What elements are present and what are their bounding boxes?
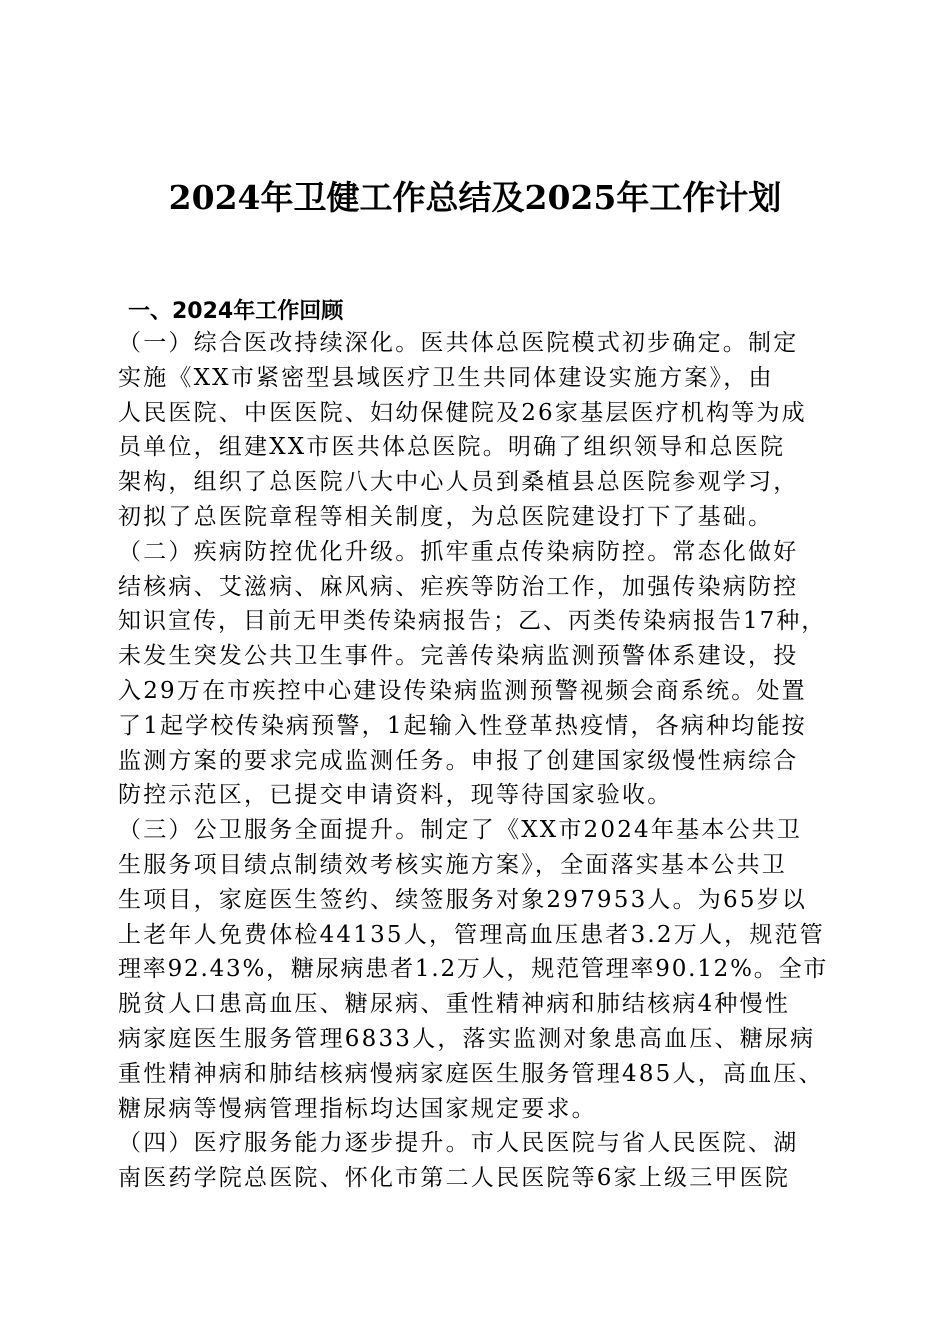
paragraph-line: 入29万在市疾控中心建设传染病监测预警视频会商系统。处置 xyxy=(118,677,807,704)
paragraph-line: 了1起学校传染病预警，1起输入性登革热疫情，各病种均能按 xyxy=(118,712,807,739)
paragraph-line: 南医药学院总医院、怀化市第二人民医院等6家上级三甲医院 xyxy=(118,1165,791,1192)
document-body xyxy=(118,326,830,1196)
paragraph-line: 脱贫人口患高血压、糖尿病、重性精神病和肺结核病4种慢性 xyxy=(118,991,791,1018)
paragraph-line: 糖尿病等慢病管理指标均达国家规定要求。 xyxy=(118,1095,597,1122)
section-heading: 一、2024年工作回顾 xyxy=(128,299,344,324)
paragraph-line: 监测方案的要求完成监测任务。申报了创建国家级慢性病综合 xyxy=(118,747,799,774)
paragraph-line: 病家庭医生服务管理6833人，落实监测对象患高血压、糖尿病 xyxy=(118,1025,816,1052)
paragraph-line: 知识宣传，目前无甲类传染病报告；乙、丙类传染病报告17种， xyxy=(118,608,827,635)
paragraph-line: 生服务项目绩点制绩效考核实施方案》，全面落实基本公共卫 xyxy=(118,851,787,878)
paragraph-line: 未发生突发公共卫生事件。完善传染病监测预警体系建设，投 xyxy=(118,643,799,670)
paragraph-line: （四）医疗服务能力逐步提升。市人民医院与省人民医院、湖 xyxy=(118,1130,799,1157)
paragraph-line: 架构，组织了总医院八大中心人员到桑植县总医院参观学习， xyxy=(118,469,799,496)
paragraph-line: 员单位，组建XX市医共体总医院。明确了组织领导和总医院 xyxy=(118,434,786,461)
paragraph-line: 防控示范区，已提交申请资料，现等待国家验收。 xyxy=(118,782,673,809)
paragraph-line: 初拟了总医院章程等相关制度，为总医院建设打下了基础。 xyxy=(118,503,774,530)
paragraph-line: （三）公卫服务全面提升。制定了《XX市2024年基本公共卫 xyxy=(118,817,803,844)
paragraph-line: 实施《XX市紧密型县域医疗卫生共同体建设实施方案》，由 xyxy=(118,364,774,391)
paragraph-line: 重性精神病和肺结核病慢病家庭医生服务管理485人，高血压、 xyxy=(118,1060,824,1087)
paragraph-line: 结核病、艾滋病、麻风病、疟疾等防治工作，加强传染病防控 xyxy=(118,573,799,600)
paragraph-line: （一）综合医改持续深化。医共体总医院模式初步确定。制定 xyxy=(118,330,799,356)
paragraph-line: 理率92.43%，糖尿病患者1.2万人，规范管理率90.12%。全市 xyxy=(118,956,829,983)
paragraph-line: 人民医院、中医医院、妇幼保健院及26家基层医疗机构等为成 xyxy=(118,399,807,426)
paragraph-line: （二）疾病防控优化升级。抓牢重点传染病防控。常态化做好 xyxy=(118,538,799,565)
document-title: 2024年卫健工作总结及2025年工作计划 xyxy=(168,178,782,217)
paragraph-line: 生项目，家庭医生签约、续签服务对象297953人。为65岁以 xyxy=(118,886,808,913)
paragraph-line: 上老年人免费体检44135人，管理高血压患者3.2万人，规范管 xyxy=(118,921,825,948)
